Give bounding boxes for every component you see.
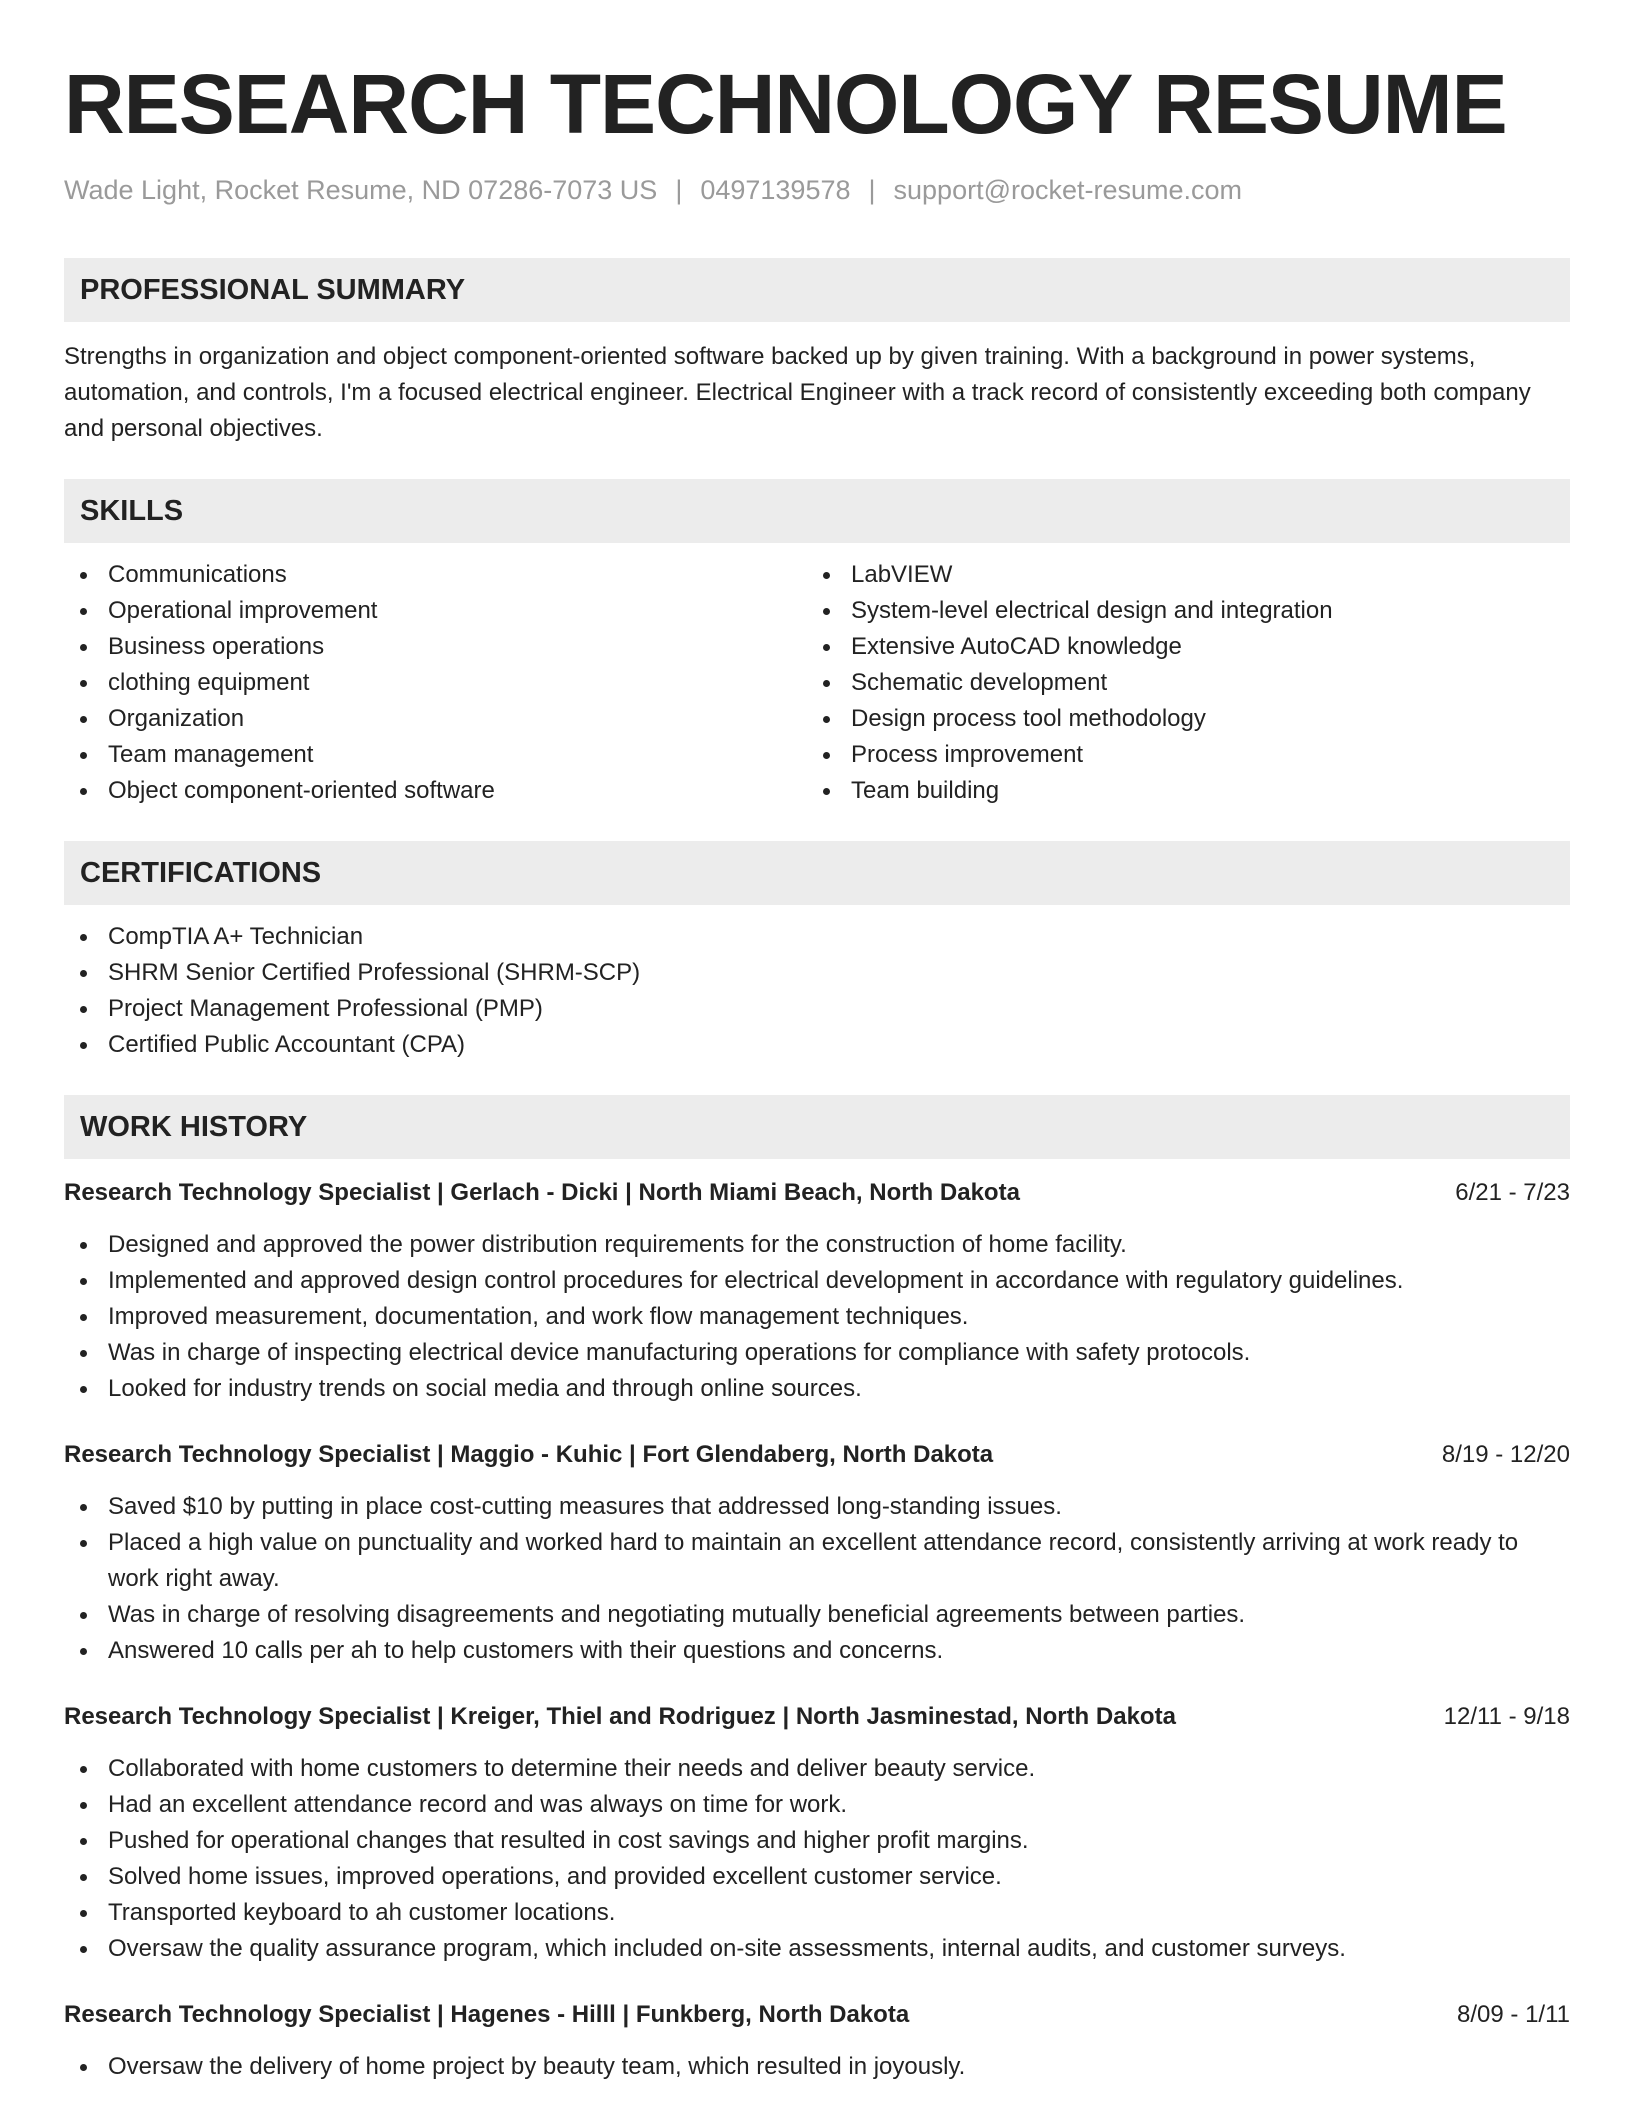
- skill-item: LabVIEW: [807, 557, 1550, 593]
- job-dates: 12/11 - 9/18: [1443, 1703, 1570, 1730]
- skill-item: Process improvement: [807, 737, 1550, 773]
- contact-email[interactable]: support@rocket-resume.com: [893, 175, 1243, 205]
- job-bullets: [64, 1751, 1570, 1967]
- skill-item: Team building: [807, 773, 1550, 809]
- skills-list-left: [64, 557, 807, 809]
- skill-item: Communications: [64, 557, 807, 593]
- contact-phone[interactable]: 0497139578: [700, 175, 851, 205]
- section-heading-summary: PROFESSIONAL SUMMARY: [64, 258, 1570, 322]
- resume-page: [64, 56, 1570, 2085]
- certification-item: Project Management Professional (PMP): [64, 991, 1570, 1027]
- job-title: Research Technology Specialist | Kreiger, Thiel and Rodriguez | North Jasminestad, North Dakota: [64, 1703, 1176, 1730]
- job-title: Research Technology Specialist | Gerlach - Dicki | North Miami Beach, North Dakota: [64, 1179, 1020, 1206]
- job-bullet: Saved $10 by putting in place cost-cutting measures that addressed long-standing issues.: [64, 1489, 1570, 1525]
- job-dates: 8/19 - 12/20: [1441, 1441, 1570, 1468]
- skill-item: Extensive AutoCAD knowledge: [807, 629, 1550, 665]
- summary-text: Strengths in organization and object component-oriented software backed up by given training. With a background in power systems, automation, and controls, I'm a focused electrical engineer. Electrical Engineer with a track record of consistently exceeding both company and personal objectives.: [64, 343, 1531, 442]
- skill-item: Design process tool methodology: [807, 701, 1550, 737]
- job-bullet: Had an excellent attendance record and was always on time for work.: [64, 1787, 1570, 1823]
- job-title: Research Technology Specialist | Hagenes - Hilll | Funkberg, North Dakota: [64, 2001, 910, 2028]
- job-bullets: [64, 2049, 1570, 2085]
- certification-item: CompTIA A+ Technician: [64, 919, 1570, 955]
- job-title: Research Technology Specialist | Maggio - Kuhic | Fort Glendaberg, North Dakota: [64, 1441, 994, 1468]
- certifications-list: [64, 919, 1570, 1063]
- resume-title: RESEARCH TECHNOLOGY RESUME: [64, 57, 1507, 151]
- job-header: [64, 1175, 1570, 1211]
- job-bullet: Solved home issues, improved operations, and provided excellent customer service.: [64, 1859, 1570, 1895]
- job-bullet: Pushed for operational changes that resulted in cost savings and higher profit margins.: [64, 1823, 1570, 1859]
- job-bullet: Oversaw the quality assurance program, which included on-site assessments, internal audits, and customer surveys.: [64, 1931, 1570, 1967]
- skill-item: Business operations: [64, 629, 807, 665]
- contact-address: Wade Light, Rocket Resume, ND 07286-7073 US: [64, 175, 658, 205]
- job-bullet: Looked for industry trends on social media and through online sources.: [64, 1371, 1570, 1407]
- job-bullet: Transported keyboard to ah customer locations.: [64, 1895, 1570, 1931]
- skill-item: Operational improvement: [64, 593, 807, 629]
- section-heading-skills: SKILLS: [64, 479, 1570, 543]
- skill-item: Object component-oriented software: [64, 773, 807, 809]
- skill-item: clothing equipment: [64, 665, 807, 701]
- job-bullets: [64, 1489, 1570, 1669]
- contact-line: [64, 172, 1570, 208]
- skill-item: Team management: [64, 737, 807, 773]
- contact-separator: |: [868, 175, 876, 205]
- job-bullet: Answered 10 calls per ah to help customers with their questions and concerns.: [64, 1633, 1570, 1669]
- job-bullet: Was in charge of resolving disagreements and negotiating mutually beneficial agreements between parties.: [64, 1597, 1570, 1633]
- job-bullet: Collaborated with home customers to determine their needs and deliver beauty service.: [64, 1751, 1570, 1787]
- skills-list-right: [807, 557, 1550, 809]
- job-bullets: [64, 1227, 1570, 1407]
- job-header: [64, 1997, 1570, 2033]
- job-dates: 8/09 - 1/11: [1457, 2001, 1570, 2028]
- skill-item: System-level electrical design and integration: [807, 593, 1550, 629]
- section-heading-certifications: CERTIFICATIONS: [64, 841, 1570, 905]
- skill-item: Schematic development: [807, 665, 1550, 701]
- section-heading-work-history: WORK HISTORY: [64, 1095, 1570, 1159]
- contact-separator: |: [675, 175, 683, 205]
- skill-item: Organization: [64, 701, 807, 737]
- job-bullet: Oversaw the delivery of home project by beauty team, which resulted in joyously.: [64, 2049, 1570, 2085]
- job-dates: 6/21 - 7/23: [1455, 1179, 1570, 1206]
- skills-grid: [64, 543, 1570, 809]
- certification-item: SHRM Senior Certified Professional (SHRM-SCP): [64, 955, 1570, 991]
- job-bullet: Placed a high value on punctuality and worked hard to maintain an excellent attendance record, consistently arriving at work ready to work right away.: [64, 1525, 1570, 1597]
- job-bullet: Implemented and approved design control procedures for electrical development in accordance with regulatory guidelines.: [64, 1263, 1570, 1299]
- job-header: [64, 1437, 1570, 1473]
- job-bullet: Was in charge of inspecting electrical device manufacturing operations for compliance with safety protocols.: [64, 1335, 1570, 1371]
- job-bullet: Improved measurement, documentation, and work flow management techniques.: [64, 1299, 1570, 1335]
- job-header: [64, 1699, 1570, 1735]
- certification-item: Certified Public Accountant (CPA): [64, 1027, 1570, 1063]
- job-bullet: Designed and approved the power distribution requirements for the construction of home facility.: [64, 1227, 1570, 1263]
